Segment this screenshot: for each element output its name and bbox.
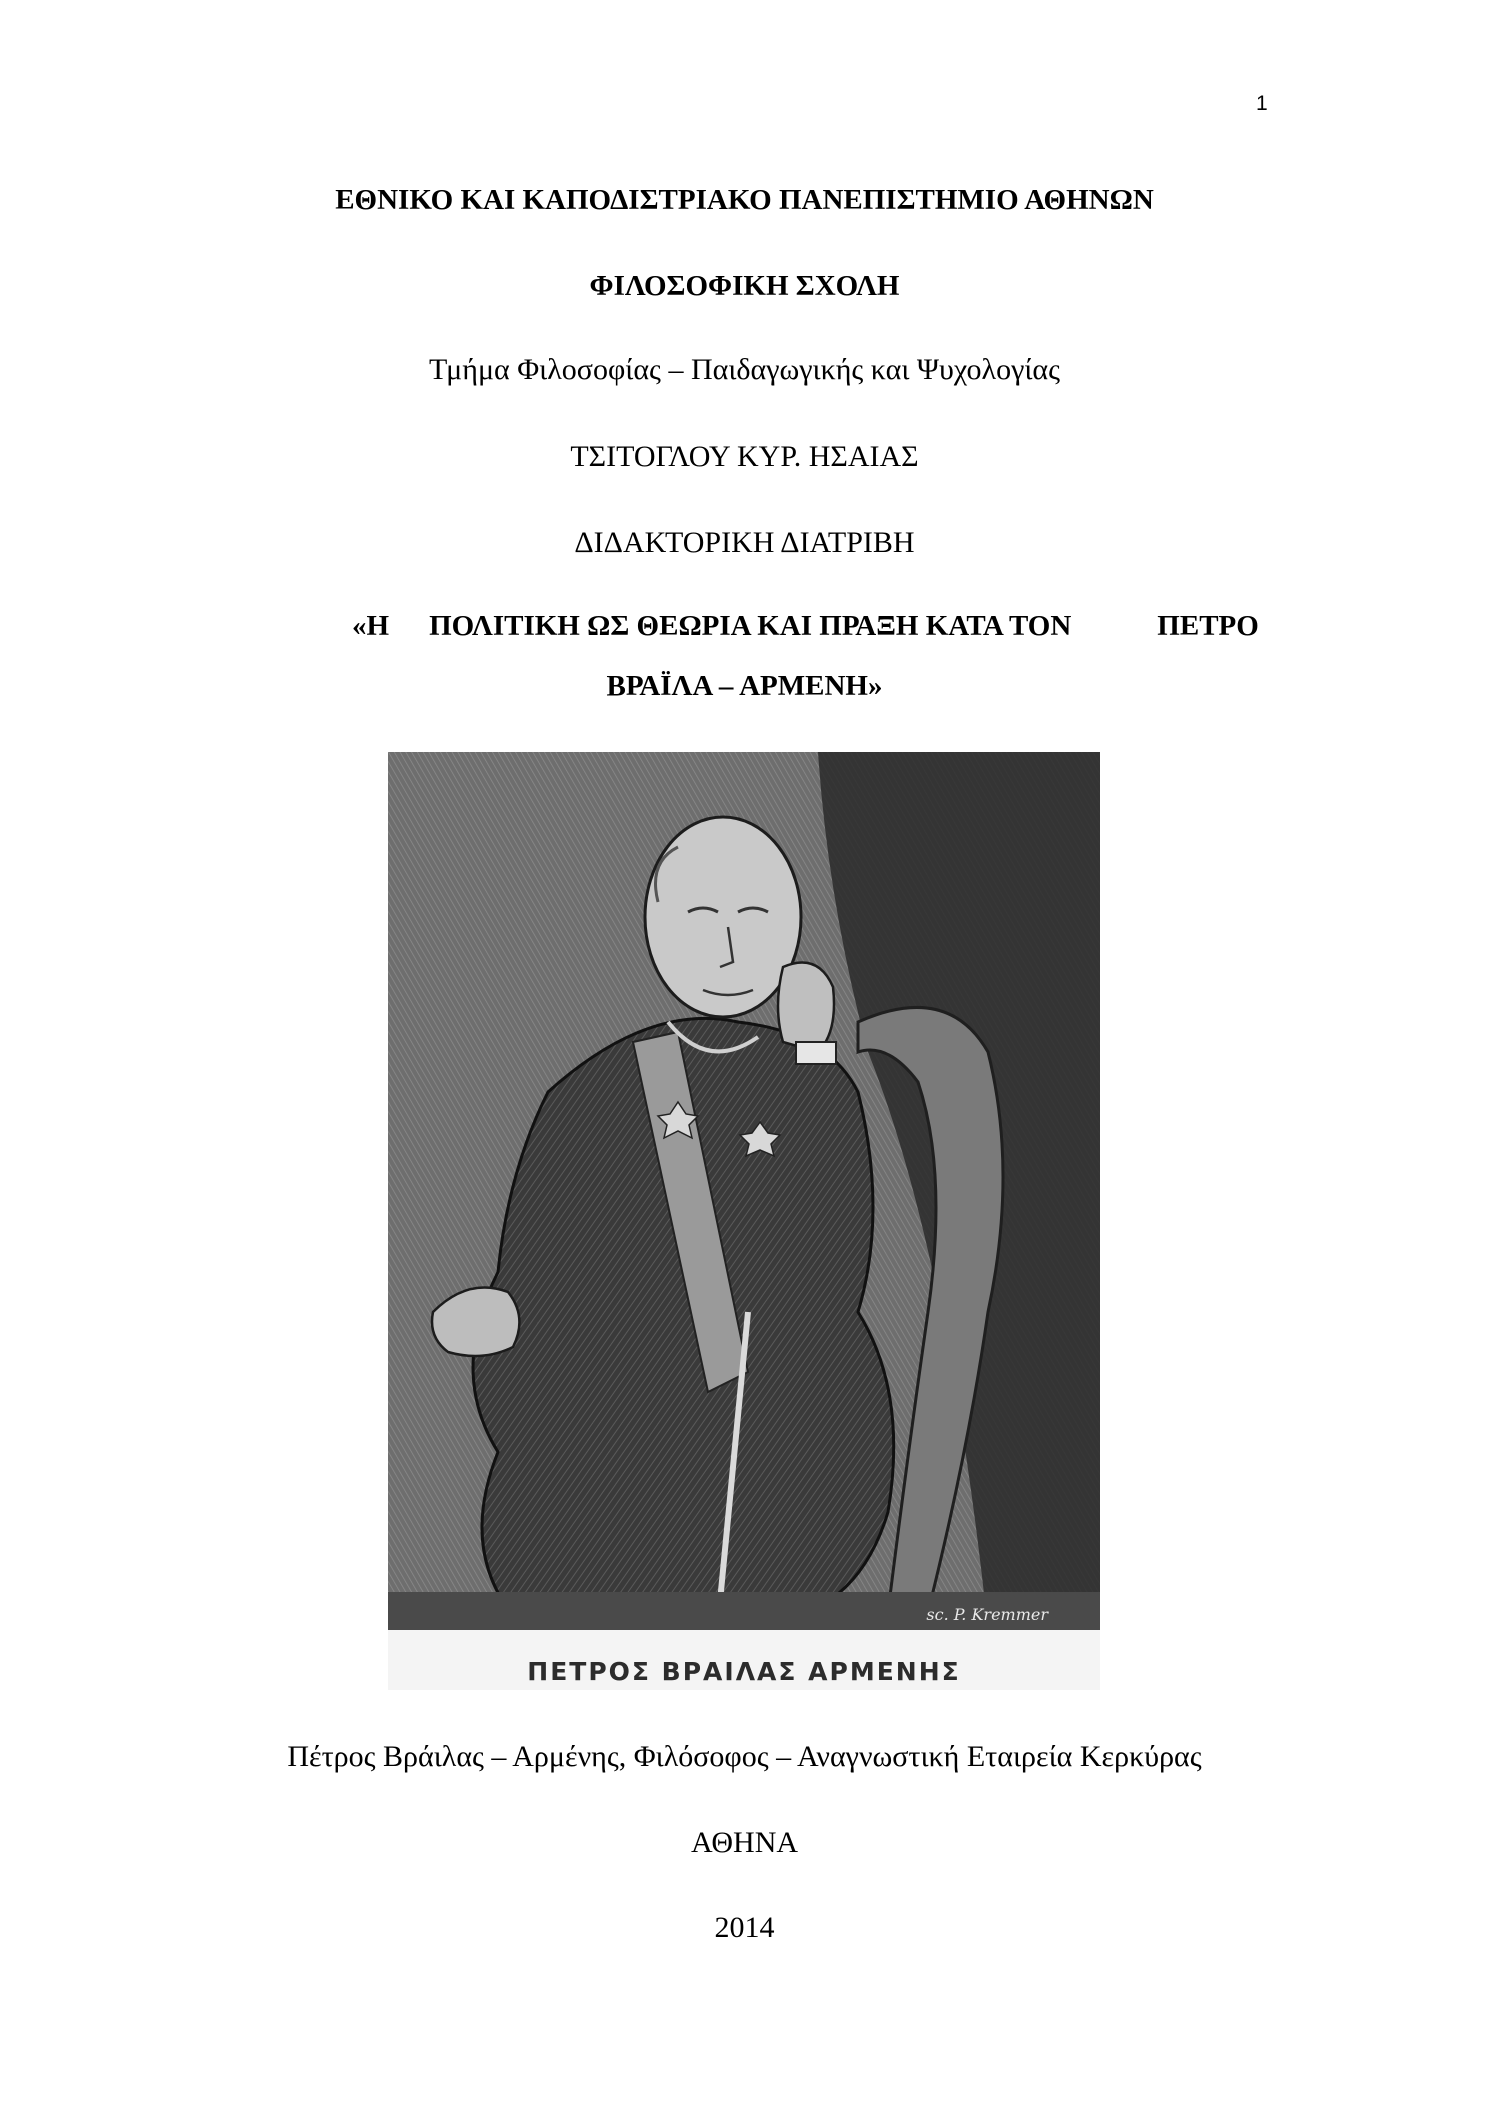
thesis-title-line-1 — [352, 612, 1259, 641]
portrait-illustration — [388, 752, 1100, 1690]
portrait-engraving — [388, 752, 1100, 1690]
document-type: ΔΙΔΑΚΤΟΡΙΚΗ ΔΙΑΤΡΙΒΗ — [574, 526, 915, 559]
photo-caption: Πέτρος Βράιλας – Αρμένης, Φιλόσοφος – Αναγνωστική Εταιρεία Κερκύρας — [287, 1740, 1202, 1773]
year: 2014 — [714, 1911, 775, 1944]
university-name: ΕΘΝΙΚΟ ΚΑΙ ΚΑΠΟΔΙΣΤΡΙΑΚΟ ΠΑΝΕΠΙΣΤΗΜΙΟ ΑΘΗΝΩΝ — [335, 184, 1154, 216]
city: ΑΘΗΝΑ — [690, 1826, 799, 1859]
thesis-title-line-2: ΒΡΑΪΛΑ – ΑΡΜΕΝΗ» — [606, 670, 883, 702]
title-part-c: ΠΕΤΡΟ — [1157, 610, 1259, 642]
title-part-b: ΠΟΛΙΤΙΚΗ ΩΣ ΘΕΩΡΙΑ ΚΑΙ ΠΡΑΞΗ ΚΑΤΑ ΤΟΝ — [429, 610, 1072, 642]
school-name: ΦΙΛΟΣΟΦΙΚΗ ΣΧΟΛΗ — [589, 270, 900, 302]
author-name: ΤΣΙΤΟΓΛΟΥ ΚΥΡ. ΗΣΑΙΑΣ — [570, 440, 919, 473]
department-name: Τμήμα Φιλοσοφίας – Παιδαγωγικής και Ψυχολογίας — [428, 353, 1061, 386]
engraver-signature: sc. P. Kremmer — [926, 1605, 1048, 1624]
page-number: 1 — [1256, 92, 1268, 115]
title-part-a: «Η — [352, 610, 390, 642]
portrait-caption: ΠΕΤΡΟΣ ΒΡΑΙΛΑΣ ΑΡΜΕΝΗΣ — [527, 1657, 961, 1686]
